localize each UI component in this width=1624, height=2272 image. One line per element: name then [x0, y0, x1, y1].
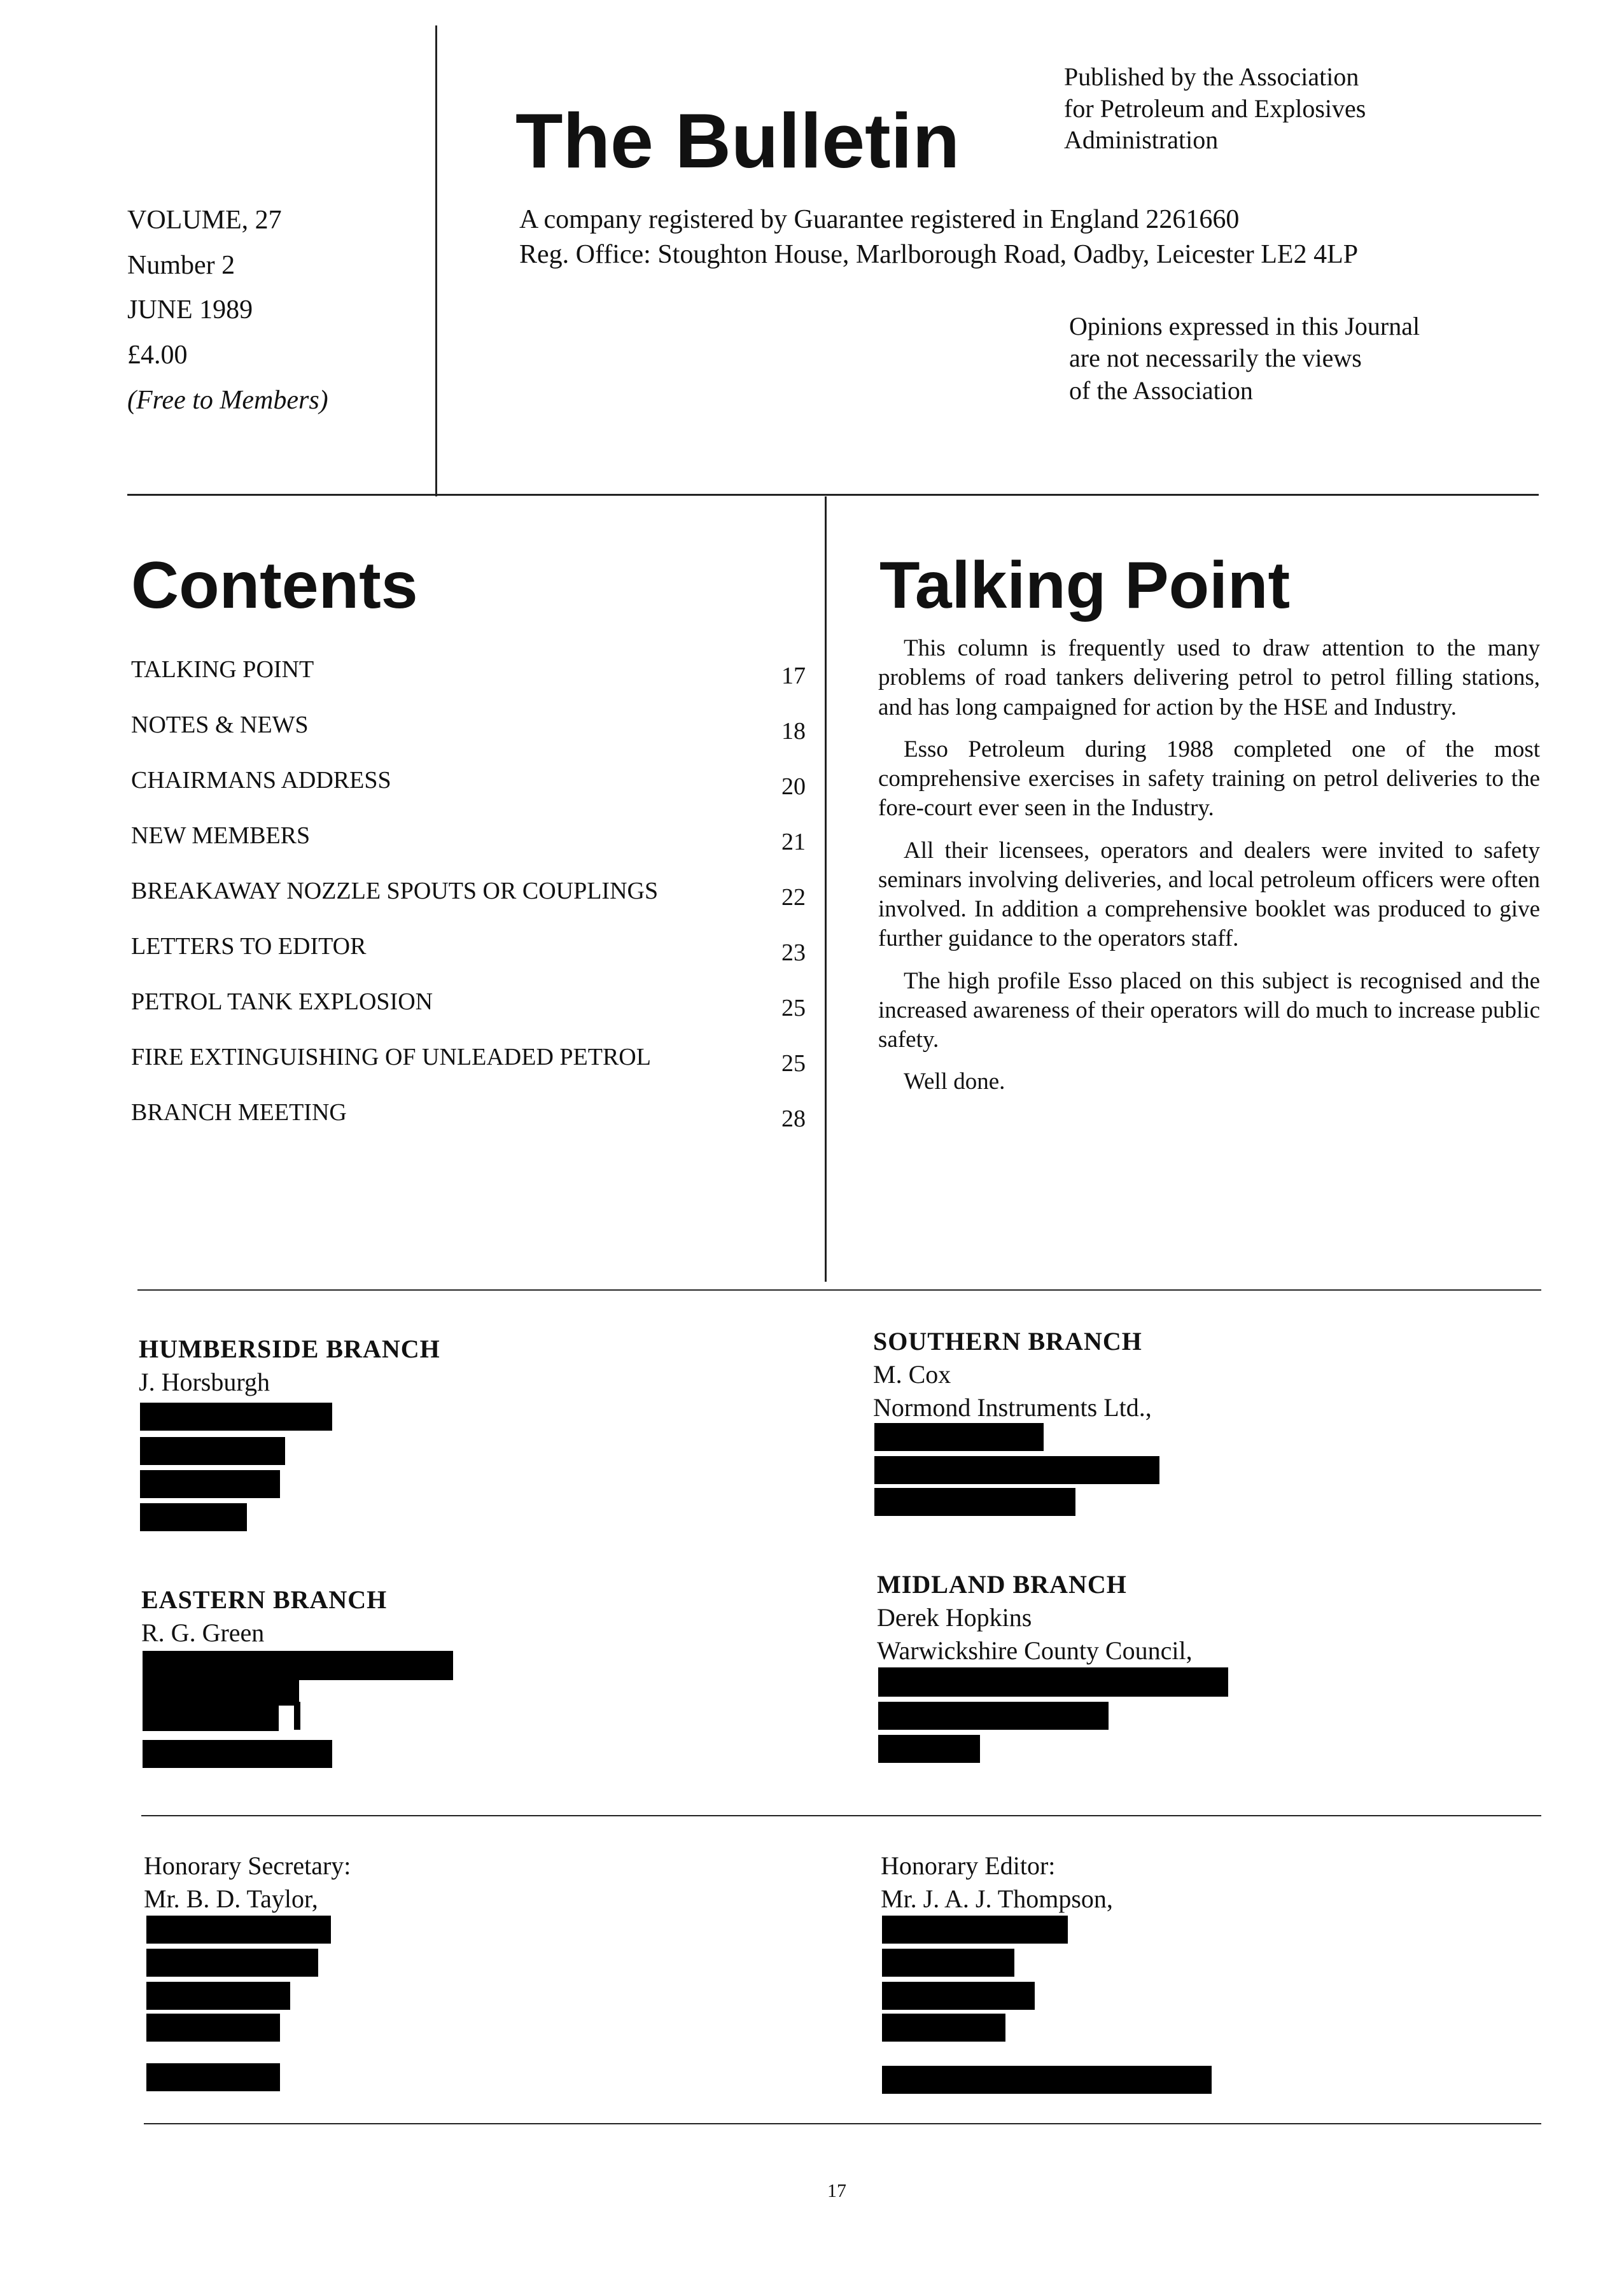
toc-page: 17: [781, 663, 806, 689]
toc-page: 23: [781, 939, 806, 966]
article-paragraph: This column is frequently used to draw attention to the many problems of road tankers delivering petrol to petrol filling stations, and has long campaigned for action by the HSE and Industry.: [878, 635, 1540, 720]
redaction-bar: [140, 1503, 247, 1531]
publisher-line: Administration: [1064, 125, 1219, 155]
article-paragraph: Esso Petroleum during 1988 completed one of the most comprehensive exercises in safety training on petrol deliveries to the fore-court ever seen in the Industry.: [878, 736, 1540, 822]
redaction-bar: [140, 1403, 332, 1431]
toc-label: LETTERS TO EDITOR: [131, 933, 367, 960]
toc-label: TALKING POINT: [131, 656, 314, 683]
registration-line: A company registered by Guarantee registered in England 2261660: [519, 205, 1240, 234]
redaction-bar: [878, 1702, 1109, 1730]
footer-rule: [144, 2123, 1541, 2124]
redaction-bar: [143, 1651, 453, 1680]
free-note: (Free to Members): [127, 385, 328, 415]
publisher-line: for Petroleum and Explosives: [1064, 94, 1366, 123]
humberside-branch: [139, 1333, 440, 1399]
toc-label: PETROL TANK EXPLOSION: [131, 988, 433, 1015]
toc-page: 25: [781, 995, 806, 1021]
registration-block: [519, 202, 1512, 272]
redaction-bar: [882, 1949, 1014, 1977]
article-paragraph: The high profile Esso placed on this subject is recognised and the increased awareness of their operators will do much to increase public safety.: [878, 967, 1540, 1053]
redaction-bar: [874, 1456, 1159, 1484]
redaction-bar: [878, 1735, 980, 1763]
branch-organisation: Normond Instruments Ltd.,: [873, 1393, 1152, 1422]
redaction-bar: [874, 1423, 1044, 1451]
talking-point-body: [878, 634, 1540, 1110]
officer-role: Honorary Editor:: [881, 1851, 1056, 1880]
toc-page: 20: [781, 773, 806, 800]
article-paragraph: Well done.: [904, 1069, 1005, 1095]
toc-item[interactable]: [131, 822, 806, 877]
disclaimer-line: of the Association: [1069, 375, 1253, 405]
masthead-divider: [435, 25, 437, 496]
issue-number: Number 2: [127, 250, 235, 280]
officer-name: Mr. B. D. Taylor,: [144, 1884, 318, 1913]
masthead-bottom-rule: [127, 494, 1539, 496]
issue-date: JUNE 1989: [127, 295, 253, 325]
redaction-bar: [882, 1982, 1035, 2010]
branch-name: SOUTHERN BRANCH: [873, 1327, 1142, 1356]
branch-contact: R. G. Green: [141, 1618, 265, 1647]
branch-name: MIDLAND BRANCH: [877, 1570, 1127, 1599]
branches-bottom-rule: [141, 1815, 1541, 1816]
branch-contact: M. Cox: [873, 1360, 951, 1389]
toc-page: 22: [781, 884, 806, 911]
redaction-bar: [146, 2063, 280, 2091]
redaction-bar: [143, 1740, 332, 1768]
issue-info: [127, 202, 328, 427]
officer-name: Mr. J. A. J. Thompson,: [881, 1884, 1113, 1913]
eastern-branch: [141, 1583, 387, 1650]
officer-role: Honorary Secretary:: [144, 1851, 351, 1880]
toc-label: NEW MEMBERS: [131, 822, 311, 849]
talking-point-heading: Talking Point: [879, 549, 1291, 622]
midland-branch: [877, 1568, 1193, 1667]
toc-page: 18: [781, 718, 806, 745]
toc-item[interactable]: [131, 1098, 806, 1154]
column-divider: [825, 496, 827, 1282]
contents-heading: Contents: [131, 549, 418, 622]
honorary-secretary: [144, 1849, 351, 1916]
redaction-bar: [146, 1949, 318, 1977]
disclaimer-line: are not necessarily the views: [1069, 344, 1362, 373]
contents-bottom-rule: [137, 1289, 1541, 1291]
toc-label: CHAIRMANS ADDRESS: [131, 767, 391, 794]
opinion-disclaimer: [1069, 311, 1502, 407]
redaction-bar: [146, 2014, 280, 2042]
branch-contact: Derek Hopkins: [877, 1603, 1032, 1632]
toc-label: NOTES & NEWS: [131, 712, 309, 738]
branch-contact: J. Horsburgh: [139, 1368, 270, 1396]
toc-item[interactable]: [131, 1043, 806, 1098]
toc-item[interactable]: [131, 711, 806, 766]
redaction-bar: [294, 1702, 300, 1730]
redaction-bar: [882, 2014, 1005, 2042]
redaction-bar: [140, 1437, 285, 1465]
price: £4.00: [127, 340, 188, 370]
redaction-bar: [878, 1667, 1228, 1697]
toc-item[interactable]: [131, 656, 806, 711]
toc-page: 25: [781, 1050, 806, 1077]
table-of-contents: [131, 656, 806, 1154]
redaction-bar: [146, 1916, 331, 1944]
redaction-bar: [882, 1916, 1068, 1944]
disclaimer-line: Opinions expressed in this Journal: [1069, 312, 1420, 340]
honorary-editor: [881, 1849, 1113, 1916]
toc-label: FIRE EXTINGUISHING OF UNLEADED PETROL: [131, 1044, 651, 1070]
toc-item[interactable]: [131, 988, 806, 1043]
redaction-bar: [882, 2066, 1212, 2094]
article-paragraph: All their licensees, operators and dealers were invited to safety seminars involving deliveries, and local petroleum officers were often involved. In addition a comprehensive booklet was produced to give further guidance to the operators staff.: [878, 837, 1540, 952]
branch-organisation: Warwickshire County Council,: [877, 1636, 1193, 1665]
publisher-note: [1064, 61, 1471, 156]
redaction-bar: [140, 1470, 280, 1498]
toc-item[interactable]: [131, 932, 806, 988]
redaction-bar: [146, 1982, 290, 2010]
branch-name: EASTERN BRANCH: [141, 1585, 388, 1614]
publisher-line: Published by the Association: [1064, 62, 1359, 91]
redaction-bar: [143, 1680, 299, 1706]
redaction-bar: [143, 1706, 279, 1731]
southern-branch: [873, 1325, 1152, 1424]
volume: VOLUME, 27: [127, 206, 282, 235]
toc-item[interactable]: [131, 877, 806, 932]
redaction-bar: [874, 1488, 1075, 1516]
toc-page: 21: [781, 829, 806, 855]
publication-title: The Bulletin: [515, 97, 960, 184]
branch-name: HUMBERSIDE BRANCH: [139, 1335, 440, 1363]
toc-item[interactable]: [131, 766, 806, 822]
toc-label: BREAKAWAY NOZZLE SPOUTS OR COUPLINGS: [131, 878, 659, 904]
toc-page: 28: [781, 1105, 806, 1132]
toc-label: BRANCH MEETING: [131, 1099, 347, 1126]
page-number: 17: [827, 2180, 846, 2201]
issue-number-and-date: [127, 248, 328, 328]
office-line: Reg. Office: Stoughton House, Marlborough Road, Oadby, Leicester LE2 4LP: [519, 239, 1359, 269]
